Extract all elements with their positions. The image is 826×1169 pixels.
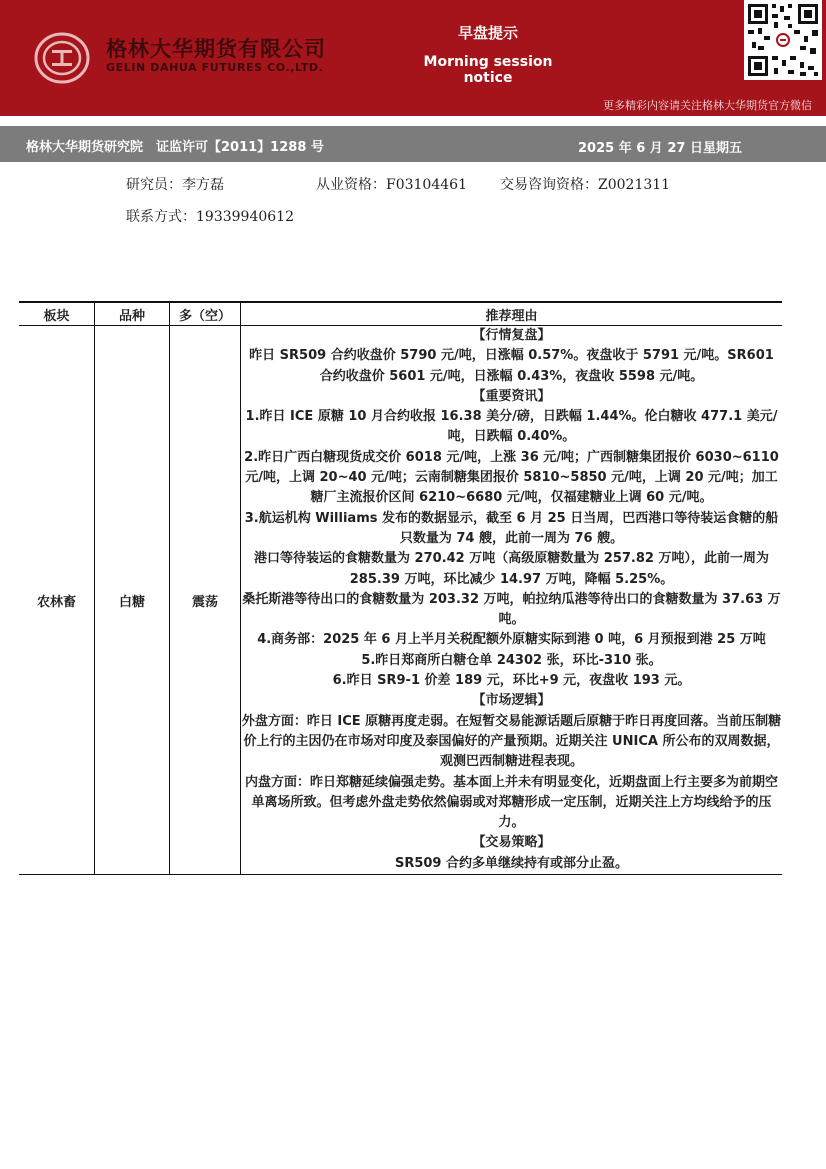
reason-line: 内盘方面：昨日郑糖延续偏强走势。基本面上并未有明显变化，近期盘面上行主要多为前期空单离场所致。但考虑外盘走势依然偏弱或对郑糖形成一定压制，近期关注上方均线给予的压力。 [244, 774, 778, 831]
reason-line: 【重要资讯】 [472, 388, 551, 404]
qr-code-icon [744, 0, 822, 80]
reason-line: SR509 合约多单继续持有或部分止盈。 [394, 855, 629, 871]
header-sector: 板块 [19, 302, 95, 326]
report-title-cn: 早盘提示 [457, 24, 518, 42]
reason-line: 昨日 SR509 合约收盘价 5790 元/吨，日涨幅 0.57%。夜盘收于 5791 元/吨。SR601 合约收盘价 5601 元/吨，日涨幅 0.43%，夜盘收 5598 元/吨。 [249, 348, 774, 384]
researcher-qualification: 从业资格：F03104461 [316, 177, 467, 193]
company-name-en: GELIN DAHUA FUTURES CO.,LTD. [106, 61, 324, 74]
reason-line: 1.昨日 ICE 原糖 10 月合约收报 16.38 美分/磅，日跌幅 1.44%。伦白糖收 477.1 美元/吨，日跌幅 0.40%。 [245, 409, 778, 445]
reason-line: 桑托斯港等待出口的食糖数量为 203.32 万吨，帕拉纳瓜港等待出口的食糖数量为 37.63 万吨。 [242, 591, 781, 628]
reason-line: 【交易策略】 [472, 835, 551, 851]
header-direction: 多（空） [170, 302, 241, 326]
cell-reason [241, 326, 783, 875]
header-variety: 品种 [95, 302, 170, 326]
researcher-contact: 联系方式：19339940612 [126, 209, 294, 225]
report-title-en: Morning session notice [423, 54, 553, 86]
report-date: 2025 年 6 月 27 日星期五 [578, 141, 742, 156]
reason-line: 港口等待装运的食糖数量为 270.42 万吨（高级原糖数量为 257.82 万吨），此前一周为 285.39 万吨，环比减少 14.97 万吨，降幅 5.25%。 [254, 551, 769, 587]
company-logo-icon [34, 32, 90, 84]
recommendation-table [19, 301, 782, 875]
reason-line: 4.商务部：2025 年 6 月上半月关税配额外原糖实际到港 0 吨，6 月预报到港 25 万吨 [257, 632, 766, 648]
reason-line: 3.航运机构 Williams 发布的数据显示，截至 6 月 25 日当周，巴西港口等待装运食糖的船只数量为 74 艘，此前一周为 76 艘。 [244, 510, 779, 546]
cell-direction: 震荡 [170, 326, 241, 875]
reason-line: 6.昨日 SR9-1 价差 189 元，环比+9 元，夜盘收 193 元。 [332, 673, 691, 689]
table-row [19, 326, 782, 875]
reason-line: 2.昨日广西白糖现货成交价 6018 元/吨，上涨 36 元/吨；广西制糖集团报价 6030~6110 元/吨，上调 20~40 元/吨；云南制糖集团报价 5810~5850 元/吨，上调 20 元/吨；加工糖厂主流报价区间 6210~6680 元/吨，仅福建糖业上调 60 元/吨。 [244, 449, 779, 506]
reason-line: 外盘方面：昨日 ICE 原糖再度走弱。在短暂交易能源话题后原糖于昨日再度回落。当前压制糖价上行的主因仍在市场对印度及泰国偏好的产量预期。近期关注 UNICA 所公布的双周数据，观测巴西制糖进程表现。 [241, 713, 782, 770]
reason-line: 【市场逻辑】 [472, 693, 551, 709]
table-header-row [19, 302, 782, 326]
reason-line: 5.昨日郑商所白糖仓单 24302 张，环比-310 张。 [361, 652, 662, 668]
cell-sector: 农林畜 [19, 326, 95, 875]
cell-variety: 白糖 [95, 326, 170, 875]
reason-line: 【行情复盘】 [472, 328, 551, 343]
header-reason: 推荐理由 [241, 302, 783, 326]
researcher-consult-qualification: 交易咨询资格：Z0021311 [500, 177, 671, 193]
company-name-cn: 格林大华期货有限公司 [106, 37, 326, 61]
follow-wechat-text: 更多精彩内容请关注格林大华期货官方微信 [603, 99, 812, 112]
institute-license: 格林大华期货研究院 证监许可【2011】1288 号 [26, 140, 324, 155]
researcher-name: 研究员：李方磊 [126, 177, 224, 193]
